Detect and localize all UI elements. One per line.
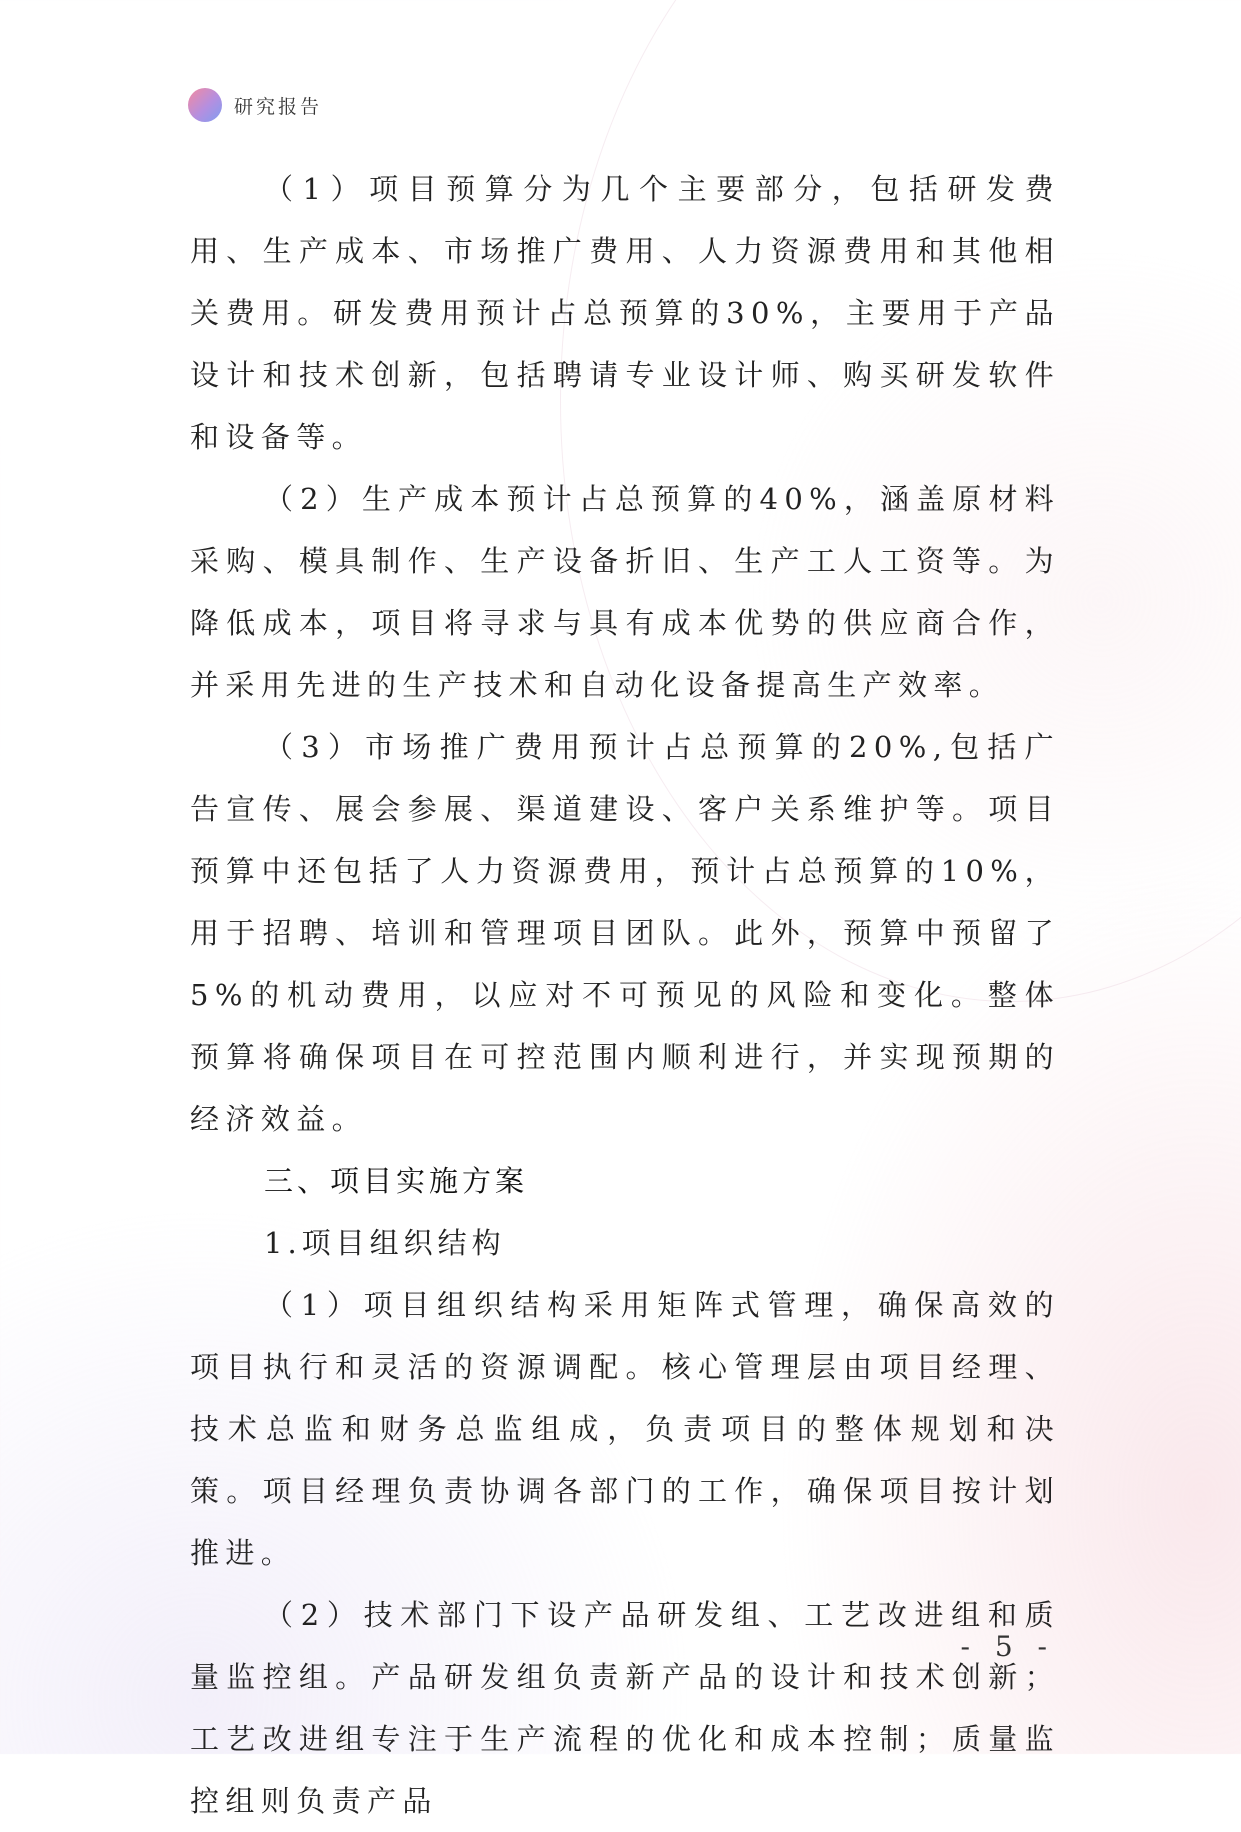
- document-body: [190, 158, 1060, 1832]
- page-number: - 5 -: [960, 1630, 1055, 1663]
- header-title: 研究报告: [234, 95, 323, 118]
- budget-paragraph-3: （3）市场推广费用预计占总预算的20%,包括广告宣传、展会参展、渠道建设、客户关系维护等。项目预算中还包括了人力资源费用，预计占总预算的10%，用于招聘、培训和管理项目团队。此外，预算中预留了5%的机动费用，以应对不可预见的风险和变化。整体预算将确保项目在可控范围内顺利进行，并实现预期的经济效益。: [190, 730, 1060, 1136]
- section-heading: 三、项目实施方案: [264, 1164, 529, 1198]
- gradient-circle-logo-icon: [188, 88, 222, 122]
- subsection-heading: 1.项目组织结构: [264, 1226, 506, 1260]
- page-header: [188, 88, 322, 122]
- budget-paragraph-2: （2）生产成本预计占总预算的40%，涵盖原材料采购、模具制作、生产设备折旧、生产工人工资等。为降低成本，项目将寻求与具有成本优势的供应商合作，并采用先进的生产技术和自动化设备提高生产效率。: [190, 482, 1060, 702]
- budget-paragraph-1: （1）项目预算分为几个主要部分，包括研发费用、生产成本、市场推广费用、人力资源费用和其他相关费用。研发费用预计占总预算的30%，主要用于产品设计和技术创新，包括聘请专业设计师、购买研发软件和设备等。: [190, 172, 1060, 454]
- organization-paragraph-2: （2）技术部门下设产品研发组、工艺改进组和质量监控组。产品研发组负责新产品的设计和技术创新；工艺改进组专注于生产流程的优化和成本控制；质量监控组则负责产品: [190, 1598, 1060, 1818]
- organization-paragraph-1: （1）项目组织结构采用矩阵式管理，确保高效的项目执行和灵活的资源调配。核心管理层由项目经理、技术总监和财务总监组成，负责项目的整体规划和决策。项目经理负责协调各部门的工作，确保项目按计划推进。: [190, 1288, 1060, 1570]
